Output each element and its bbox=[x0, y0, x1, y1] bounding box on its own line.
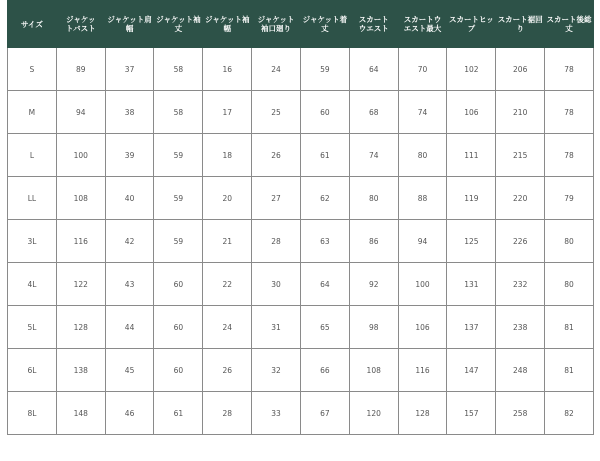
measurement-cell: 59 bbox=[154, 220, 203, 263]
measurement-cell: 78 bbox=[545, 48, 594, 91]
measurement-cell: 61 bbox=[154, 392, 203, 435]
measurement-cell: 64 bbox=[300, 263, 349, 306]
measurement-cell: 131 bbox=[447, 263, 496, 306]
measurement-cell: 116 bbox=[398, 349, 447, 392]
measurement-cell: 40 bbox=[105, 177, 154, 220]
measurement-cell: 59 bbox=[154, 177, 203, 220]
measurement-cell: 78 bbox=[545, 91, 594, 134]
size-label-cell: 4L bbox=[8, 263, 57, 306]
measurement-cell: 108 bbox=[349, 349, 398, 392]
size-label-cell: M bbox=[8, 91, 57, 134]
measurement-cell: 60 bbox=[300, 91, 349, 134]
measurement-cell: 80 bbox=[545, 263, 594, 306]
measurement-cell: 39 bbox=[105, 134, 154, 177]
measurement-cell: 65 bbox=[300, 306, 349, 349]
measurement-cell: 26 bbox=[252, 134, 301, 177]
measurement-cell: 28 bbox=[252, 220, 301, 263]
measurement-cell: 94 bbox=[56, 91, 105, 134]
measurement-cell: 238 bbox=[496, 306, 545, 349]
measurement-cell: 210 bbox=[496, 91, 545, 134]
measurement-cell: 82 bbox=[545, 392, 594, 435]
size-chart bbox=[7, 0, 594, 435]
measurement-cell: 128 bbox=[56, 306, 105, 349]
header-cell: スカートウ エスト最大 bbox=[398, 1, 447, 48]
measurement-cell: 122 bbox=[56, 263, 105, 306]
measurement-cell: 24 bbox=[252, 48, 301, 91]
measurement-cell: 24 bbox=[203, 306, 252, 349]
measurement-cell: 116 bbox=[56, 220, 105, 263]
measurement-cell: 32 bbox=[252, 349, 301, 392]
measurement-cell: 44 bbox=[105, 306, 154, 349]
header-cell: スカートヒップ bbox=[447, 1, 496, 48]
measurement-cell: 31 bbox=[252, 306, 301, 349]
measurement-cell: 137 bbox=[447, 306, 496, 349]
measurement-cell: 43 bbox=[105, 263, 154, 306]
header-cell: ジャケット袖丈 bbox=[154, 1, 203, 48]
measurement-cell: 70 bbox=[398, 48, 447, 91]
measurement-cell: 30 bbox=[252, 263, 301, 306]
measurement-cell: 119 bbox=[447, 177, 496, 220]
header-cell: サイズ bbox=[8, 1, 57, 48]
measurement-cell: 80 bbox=[398, 134, 447, 177]
measurement-cell: 80 bbox=[349, 177, 398, 220]
size-label-cell: LL bbox=[8, 177, 57, 220]
measurement-cell: 21 bbox=[203, 220, 252, 263]
measurement-cell: 58 bbox=[154, 91, 203, 134]
size-label-cell: 5L bbox=[8, 306, 57, 349]
measurement-cell: 68 bbox=[349, 91, 398, 134]
measurement-cell: 59 bbox=[300, 48, 349, 91]
measurement-cell: 22 bbox=[203, 263, 252, 306]
measurement-cell: 100 bbox=[56, 134, 105, 177]
header-cell: スカート後総丈 bbox=[545, 1, 594, 48]
size-label-cell: S bbox=[8, 48, 57, 91]
header-cell: スカート ウエスト bbox=[349, 1, 398, 48]
header-cell: ジャケット袖幅 bbox=[203, 1, 252, 48]
size-label-cell: 6L bbox=[8, 349, 57, 392]
size-label-cell: 8L bbox=[8, 392, 57, 435]
measurement-cell: 74 bbox=[349, 134, 398, 177]
measurement-cell: 81 bbox=[545, 349, 594, 392]
measurement-cell: 26 bbox=[203, 349, 252, 392]
measurement-cell: 79 bbox=[545, 177, 594, 220]
measurement-cell: 60 bbox=[154, 263, 203, 306]
measurement-cell: 67 bbox=[300, 392, 349, 435]
measurement-cell: 42 bbox=[105, 220, 154, 263]
size-table bbox=[7, 0, 594, 435]
header-cell: スカート裾回り bbox=[496, 1, 545, 48]
header-cell: ジャケット肩幅 bbox=[105, 1, 154, 48]
measurement-cell: 16 bbox=[203, 48, 252, 91]
table-row bbox=[8, 306, 594, 349]
table-row bbox=[8, 91, 594, 134]
measurement-cell: 226 bbox=[496, 220, 545, 263]
measurement-cell: 148 bbox=[56, 392, 105, 435]
measurement-cell: 220 bbox=[496, 177, 545, 220]
measurement-cell: 74 bbox=[398, 91, 447, 134]
measurement-cell: 38 bbox=[105, 91, 154, 134]
measurement-cell: 25 bbox=[252, 91, 301, 134]
measurement-cell: 98 bbox=[349, 306, 398, 349]
measurement-cell: 125 bbox=[447, 220, 496, 263]
measurement-cell: 258 bbox=[496, 392, 545, 435]
measurement-cell: 81 bbox=[545, 306, 594, 349]
measurement-cell: 80 bbox=[545, 220, 594, 263]
measurement-cell: 120 bbox=[349, 392, 398, 435]
table-row bbox=[8, 134, 594, 177]
measurement-cell: 86 bbox=[349, 220, 398, 263]
measurement-cell: 17 bbox=[203, 91, 252, 134]
measurement-cell: 18 bbox=[203, 134, 252, 177]
table-row bbox=[8, 263, 594, 306]
measurement-cell: 138 bbox=[56, 349, 105, 392]
measurement-cell: 60 bbox=[154, 306, 203, 349]
measurement-cell: 45 bbox=[105, 349, 154, 392]
measurement-cell: 94 bbox=[398, 220, 447, 263]
measurement-cell: 61 bbox=[300, 134, 349, 177]
measurement-cell: 59 bbox=[154, 134, 203, 177]
table-row bbox=[8, 48, 594, 91]
measurement-cell: 232 bbox=[496, 263, 545, 306]
size-label-cell: L bbox=[8, 134, 57, 177]
table-row bbox=[8, 220, 594, 263]
header-cell: ジャケット 袖口廻り bbox=[252, 1, 301, 48]
header-row bbox=[8, 1, 594, 48]
measurement-cell: 60 bbox=[154, 349, 203, 392]
table-row bbox=[8, 392, 594, 435]
measurement-cell: 128 bbox=[398, 392, 447, 435]
measurement-cell: 28 bbox=[203, 392, 252, 435]
table-row bbox=[8, 349, 594, 392]
measurement-cell: 206 bbox=[496, 48, 545, 91]
table-row bbox=[8, 177, 594, 220]
measurement-cell: 63 bbox=[300, 220, 349, 263]
measurement-cell: 46 bbox=[105, 392, 154, 435]
measurement-cell: 20 bbox=[203, 177, 252, 220]
table-body bbox=[8, 48, 594, 435]
measurement-cell: 108 bbox=[56, 177, 105, 220]
header-cell: ジャケット着丈 bbox=[300, 1, 349, 48]
header-cell: ジャケッ トバスト bbox=[56, 1, 105, 48]
measurement-cell: 78 bbox=[545, 134, 594, 177]
measurement-cell: 27 bbox=[252, 177, 301, 220]
measurement-cell: 58 bbox=[154, 48, 203, 91]
measurement-cell: 62 bbox=[300, 177, 349, 220]
measurement-cell: 248 bbox=[496, 349, 545, 392]
measurement-cell: 37 bbox=[105, 48, 154, 91]
measurement-cell: 66 bbox=[300, 349, 349, 392]
measurement-cell: 64 bbox=[349, 48, 398, 91]
measurement-cell: 102 bbox=[447, 48, 496, 91]
measurement-cell: 106 bbox=[447, 91, 496, 134]
measurement-cell: 88 bbox=[398, 177, 447, 220]
measurement-cell: 147 bbox=[447, 349, 496, 392]
measurement-cell: 215 bbox=[496, 134, 545, 177]
measurement-cell: 111 bbox=[447, 134, 496, 177]
size-label-cell: 3L bbox=[8, 220, 57, 263]
measurement-cell: 89 bbox=[56, 48, 105, 91]
measurement-cell: 100 bbox=[398, 263, 447, 306]
measurement-cell: 106 bbox=[398, 306, 447, 349]
measurement-cell: 92 bbox=[349, 263, 398, 306]
measurement-cell: 33 bbox=[252, 392, 301, 435]
measurement-cell: 157 bbox=[447, 392, 496, 435]
